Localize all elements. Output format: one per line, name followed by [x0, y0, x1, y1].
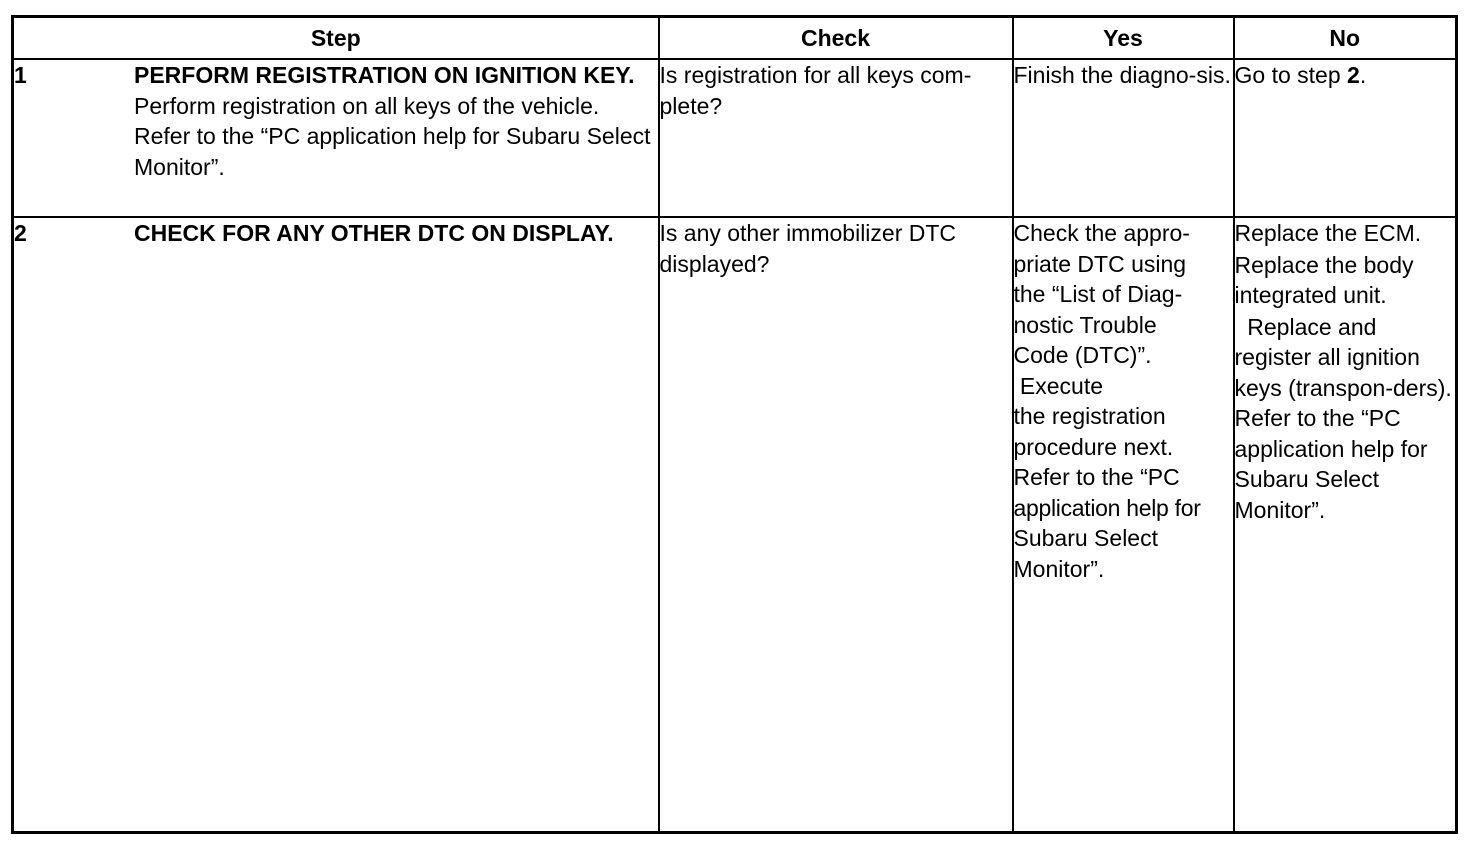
diagnostic-table [11, 15, 1458, 834]
yes-line: the “List of Diag- [1013, 281, 1183, 307]
header-step: Step [13, 17, 659, 60]
yes-line: Refer to the “PC [1013, 464, 1180, 490]
yes-line: Subaru Select [1013, 525, 1158, 551]
no-line: Replace the body integrated unit. [1234, 251, 1414, 308]
no-cell [1234, 59, 1457, 217]
step-reference: 2 [1347, 62, 1360, 88]
check-cell: Is any other immobilizer DTC displayed? [659, 217, 1013, 833]
yes-line: Code (DTC)”. [1013, 342, 1152, 368]
yes-line: the registration [1013, 403, 1166, 429]
yes-line: Execute [1013, 372, 1103, 399]
yes-line: Check the appro- [1013, 220, 1190, 246]
yes-line: procedure next. [1013, 433, 1174, 460]
step-title: PERFORM REGISTRATION ON IGNITION KEY. [134, 62, 635, 88]
table-row [13, 59, 1457, 217]
check-cell: Is registration for all keys com-plete? [659, 59, 1013, 217]
no-line: Replace the ECM. [1234, 220, 1422, 246]
step-title: CHECK FOR ANY OTHER DTC ON DISPLAY. [134, 220, 614, 246]
no-line: Replace and register all ignition keys (transpon-ders). Refer to the “PC application help for Subaru Select Monitor”. [1234, 313, 1459, 523]
table-row [13, 217, 1457, 833]
yes-cell: Finish the diagno-sis. [1013, 59, 1234, 217]
step-number: 2 [14, 220, 27, 246]
header-no: No [1234, 17, 1457, 60]
yes-cell [1013, 217, 1234, 833]
yes-line: nostic Trouble [1013, 311, 1157, 338]
header-row [13, 17, 1457, 60]
no-text-suffix: . [1359, 62, 1367, 88]
no-cell [1234, 217, 1457, 833]
header-check: Check [659, 17, 1013, 60]
yes-line: priate DTC using [1013, 250, 1187, 277]
step-number: 1 [14, 62, 27, 88]
step-cell [13, 59, 659, 217]
no-text: Go to step [1234, 62, 1348, 88]
yes-line: Monitor”. [1013, 555, 1105, 582]
yes-line: application help for [1013, 494, 1201, 521]
step-cell [13, 217, 659, 833]
header-yes: Yes [1013, 17, 1234, 60]
step-description: Perform registration on all keys of the vehicle. Refer to the “PC application help for Subaru Select Monitor”. [134, 92, 651, 180]
